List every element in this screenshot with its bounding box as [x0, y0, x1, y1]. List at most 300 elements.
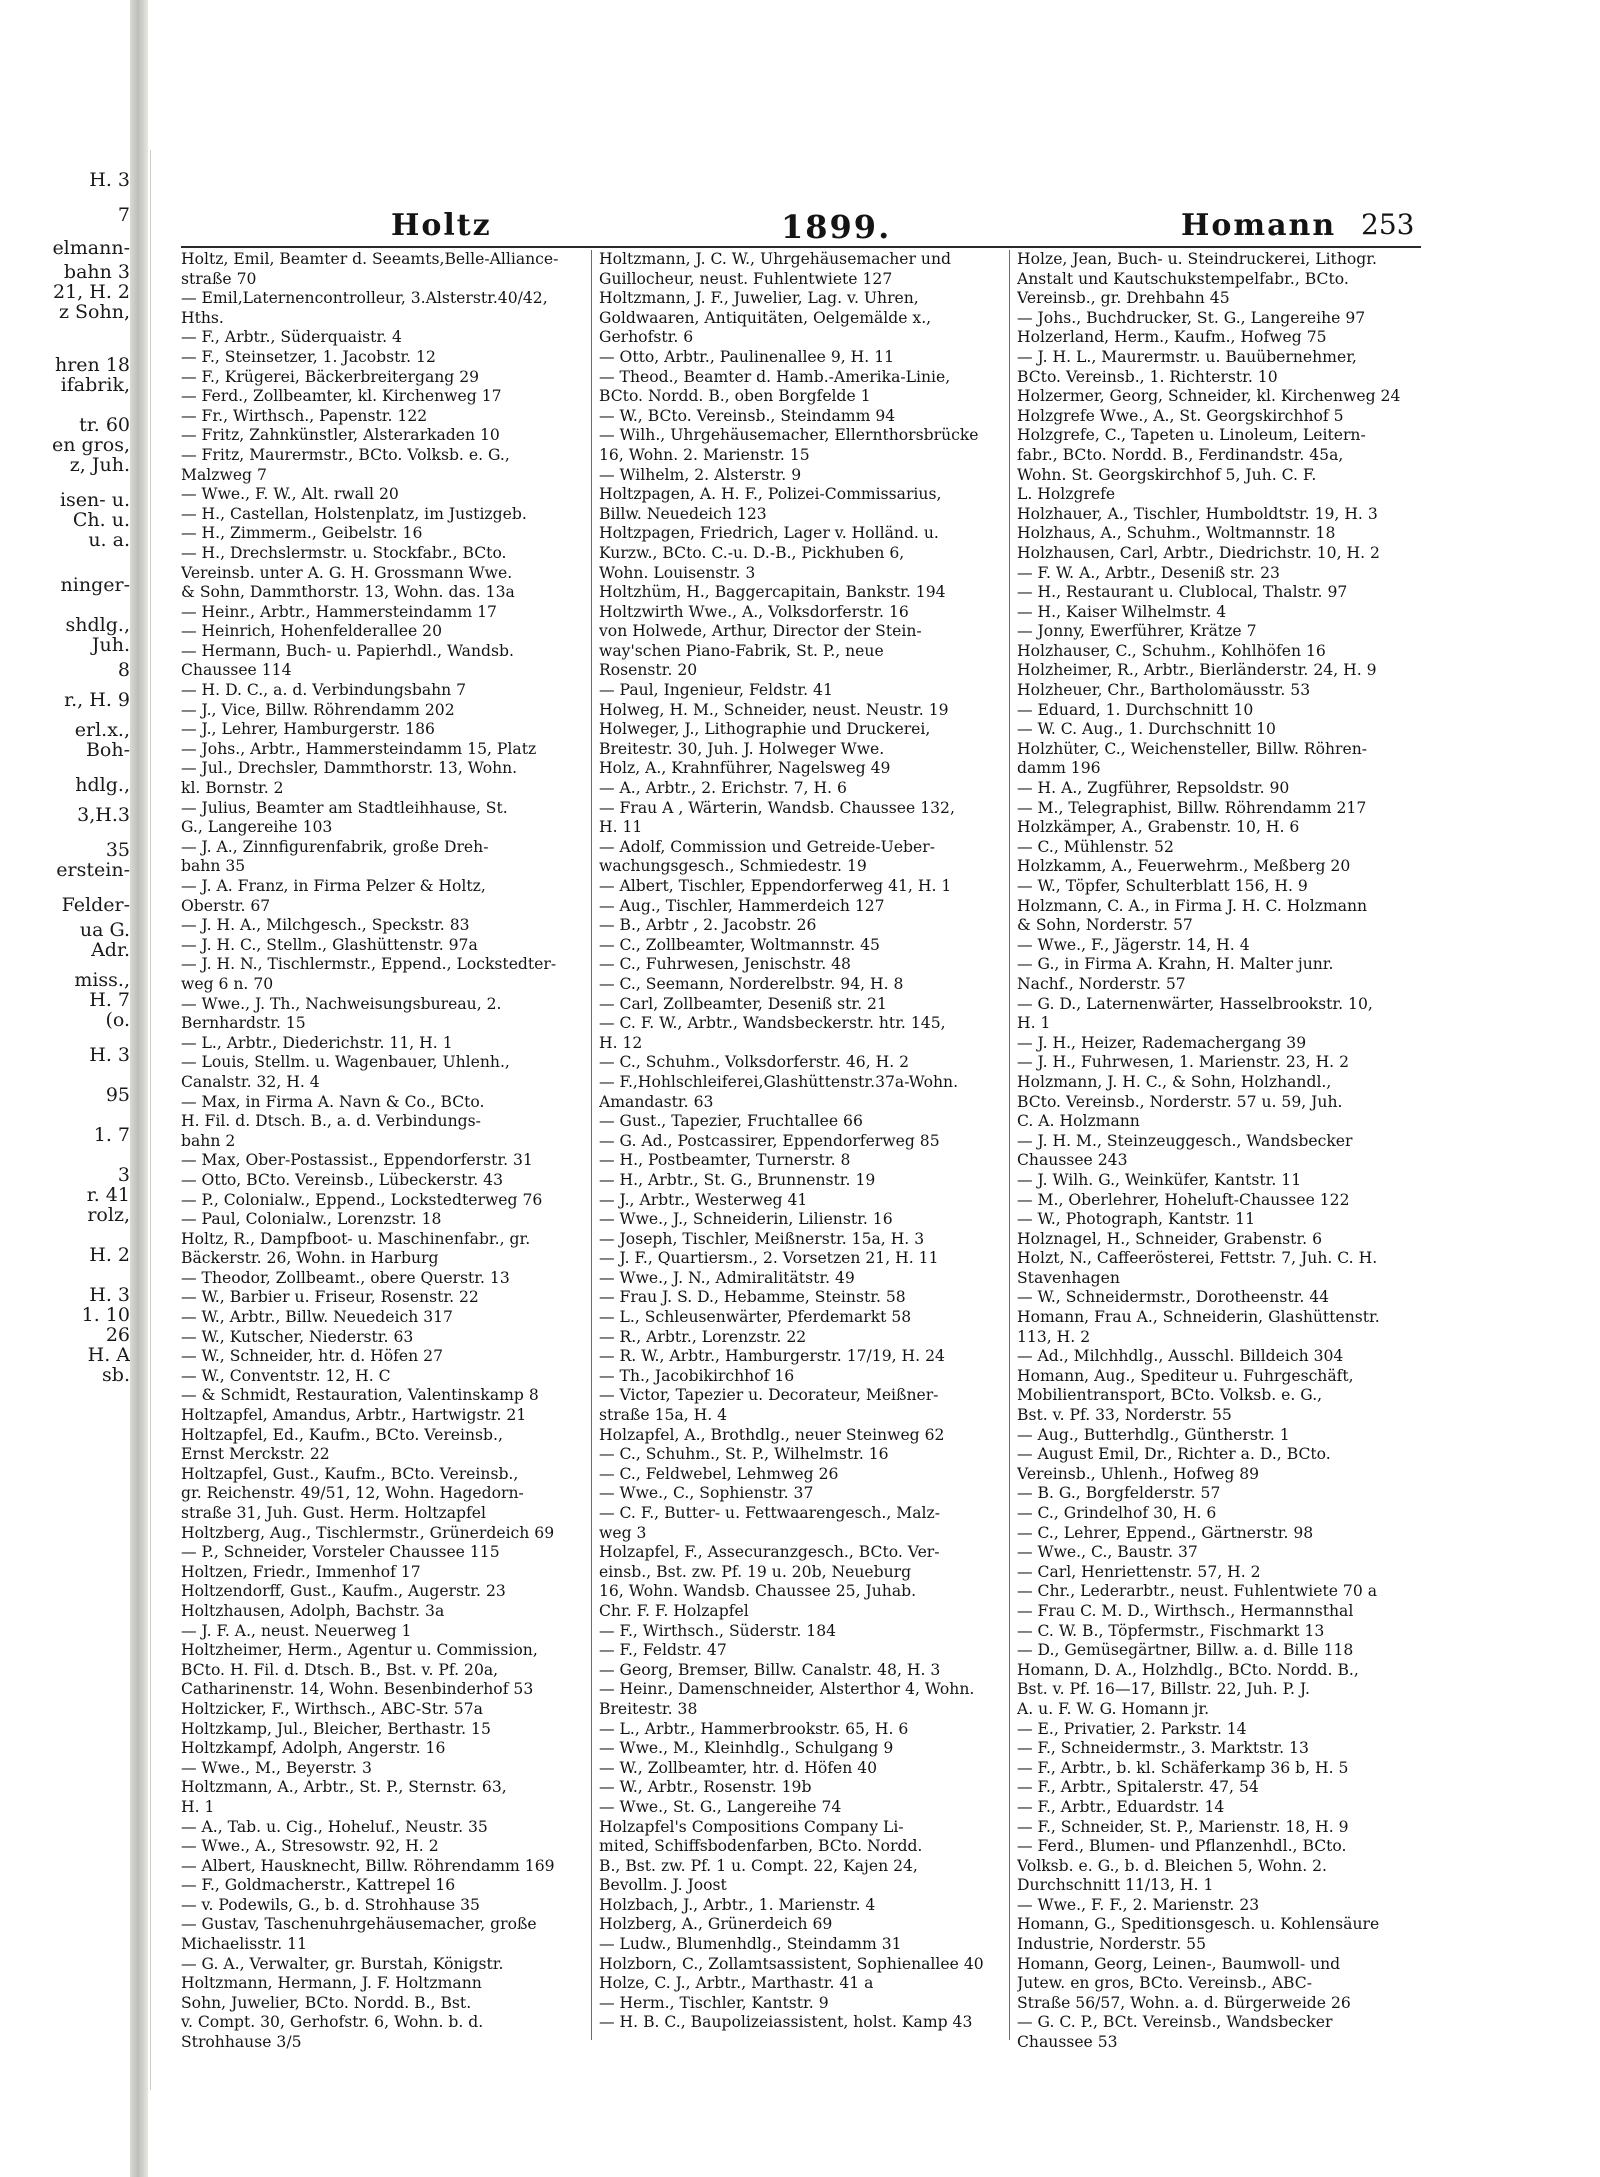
margin-fragment: miss., — [74, 969, 130, 991]
directory-entry-line: — J., Arbtr., Westerweg 41 — [599, 1190, 808, 1209]
directory-entry-line: — F., Arbtr., Süderquaistr. 4 — [181, 328, 402, 347]
directory-entry-line: Rosenstr. 20 — [599, 661, 698, 680]
directory-entry-line: Oberstr. 67 — [181, 896, 271, 915]
margin-fragment: rolz, — [87, 1204, 130, 1226]
directory-entry-line: Wohn. St. Georgskirchhof 5, Juh. C. F. — [1017, 465, 1317, 484]
directory-entry-line: — Frau A , Wärterin, Wandsb. Chaussee 132, — [599, 798, 955, 817]
directory-entry-line: — J. H. M., Steinzeuggesch., Wandsbecker — [1017, 1131, 1353, 1150]
directory-entry-line: Holzheimer, R., Arbtr., Bierländerstr. 24, H. 9 — [1017, 661, 1377, 680]
directory-entry-line: — Wwe., M., Kleinhdlg., Schulgang 9 — [599, 1739, 894, 1758]
directory-entry-line: Chr. F. F. Holzapfel — [599, 1601, 749, 1620]
margin-fragment: r., H. 9 — [64, 689, 130, 711]
margin-fragment: 3,H.3 — [77, 804, 130, 826]
directory-entry-line: BCto. Vereinsb., Norderstr. 57 u. 59, Juh. — [1017, 1092, 1343, 1111]
directory-entry-line: — Louis, Stellm. u. Wagenbauer, Uhlenh., — [181, 1053, 510, 1072]
directory-entry-line: Nachf., Norderstr. 57 — [1017, 974, 1186, 993]
directory-entry-line: Holzhüter, C., Weichensteller, Billw. Röhren- — [1017, 739, 1368, 758]
directory-entry-line: — L., Arbtr., Hammerbrookstr. 65, H. 6 — [599, 1719, 909, 1738]
directory-entry-line: Jutew. en gros, BCto. Vereinsb., ABC- — [1017, 1974, 1312, 1993]
directory-entry-line: — Emil,Laternencontrolleur, 3.Alsterstr.40/42, — [181, 289, 548, 308]
directory-entry-line: — Wwe., A., Stresowstr. 92, H. 2 — [181, 1837, 439, 1856]
directory-entry-line: — Paul, Colonialw., Lorenzstr. 18 — [181, 1210, 442, 1229]
directory-entry-line: Holtzberg, Aug., Tischlermstr., Grünerdeich 69 — [181, 1523, 555, 1542]
directory-entry-line: Holtzmann, Hermann, J. F. Holtzmann — [181, 1974, 482, 1993]
margin-fragment: 8 — [117, 659, 130, 681]
directory-entry-line: — Wwe., M., Beyerstr. 3 — [181, 1758, 372, 1777]
directory-entry-line: v. Compt. 30, Gerhofstr. 6, Wohn. b. d. — [181, 2013, 484, 2032]
directory-entry-line: — L., Arbtr., Diederichstr. 11, H. 1 — [181, 1033, 453, 1052]
directory-entry-line: — Ferd., Blumen- und Pflanzenhdl., BCto. — [1017, 1837, 1347, 1856]
directory-entry-line: & Sohn, Dammthorstr. 13, Wohn. das. 13a — [181, 583, 515, 602]
directory-entry-line: — J. A., Zinnfigurenfabrik, große Dreh- — [181, 837, 489, 856]
margin-fragment: z Sohn, — [58, 301, 130, 323]
margin-fragment: erl.x., — [74, 719, 130, 741]
directory-entry-line: wachungsgesch., Schmiedestr. 19 — [599, 857, 867, 876]
directory-entry-line: — D., Gemüsegärtner, Billw. a. d. Bille 118 — [1017, 1641, 1354, 1660]
directory-entry-line: — Eduard, 1. Durchschnitt 10 — [1017, 700, 1254, 719]
directory-entry-line: — Th., Jacobikirchhof 16 — [599, 1366, 795, 1385]
directory-entry-line: Chaussee 114 — [181, 661, 292, 680]
directory-entry-line: — Wwe., J. N., Admiralitätstr. 49 — [599, 1268, 855, 1287]
directory-entry-line: — P., Schneider, Vorsteler Chaussee 115 — [181, 1543, 500, 1562]
directory-entry-line: Holtzkamp, Jul., Bleicher, Berthastr. 15 — [181, 1719, 491, 1738]
directory-entry-line: — H., Restaurant u. Clublocal, Thalstr. 97 — [1017, 583, 1348, 602]
directory-entry-line: Michaelisstr. 11 — [181, 1935, 307, 1954]
directory-entry-line: Holtzapfel, Amandus, Arbtr., Hartwigstr. 21 — [181, 1406, 527, 1425]
directory-entry-line: Holzberg, A., Grünerdeich 69 — [599, 1915, 833, 1934]
margin-fragment: Boh- — [85, 739, 130, 761]
directory-entry-line: — F., Schneidermstr., 3. Marktstr. 13 — [1017, 1739, 1309, 1758]
directory-entry-line: — C., Zollbeamter, Woltmannstr. 45 — [599, 935, 880, 954]
directory-entry-line: — Wwe., F., Jägerstr. 14, H. 4 — [1017, 935, 1250, 954]
directory-entry-line: Holzapfel, F., Assecuranzgesch., BCto. Ver- — [599, 1543, 940, 1562]
margin-fragment: elmann- — [52, 237, 130, 259]
column-divider — [1009, 250, 1010, 2040]
directory-entry-line: G., Langereihe 103 — [181, 818, 333, 837]
directory-entry-line: — H. B. C., Baupolizeiassistent, holst. Kamp 43 — [599, 2013, 973, 2032]
directory-entry-line: bahn 35 — [181, 857, 246, 876]
directory-entry-line: — Julius, Beamter am Stadtleihhause, St. — [181, 798, 508, 817]
directory-entry-line: — F., Goldmacherstr., Kattrepel 16 — [181, 1876, 456, 1895]
margin-fragment: ua G. — [79, 919, 130, 941]
directory-entry-line: — Ad., Milchhdlg., Ausschl. Billdeich 304 — [1017, 1347, 1344, 1366]
directory-entry-line: — G. A., Verwalter, gr. Burstah, Königstr. — [181, 1954, 504, 1973]
directory-entry-line: — F., Schneider, St. P., Marienstr. 18, H. 9 — [1017, 1817, 1349, 1836]
directory-entry-line: way'schen Piano-Fabrik, St. P., neue — [599, 641, 884, 660]
directory-entry-line: — Albert, Hausknecht, Billw. Röhrendamm 169 — [181, 1856, 555, 1875]
directory-entry-line: Bevollm. J. Joost — [599, 1876, 727, 1895]
directory-entry-line: Anstalt und Kautschukstempelfabr., BCto. — [1017, 269, 1349, 288]
directory-entry-line: — W., Schneider, htr. d. Höfen 27 — [181, 1347, 443, 1366]
directory-entry-line: Holzkamm, A., Feuerwehrm., Meßberg 20 — [1017, 857, 1351, 876]
column-2 — [599, 250, 999, 2050]
directory-entry-line: — J. H. L., Maurermstr. u. Bauübernehmer, — [1017, 347, 1357, 366]
directory-entry-line: Holtzheimer, Herm., Agentur u. Commission, — [181, 1641, 538, 1660]
margin-fragment: H. 2 — [89, 1244, 130, 1266]
running-head-left: Holtz — [391, 208, 492, 243]
directory-entry-line: Holtzendorff, Gust., Kaufm., Augerstr. 23 — [181, 1582, 506, 1601]
directory-entry-line: — Max, Ober-Postassist., Eppendorferstr. 31 — [181, 1151, 533, 1170]
directory-entry-line: Bäckerstr. 26, Wohn. in Harburg — [181, 1249, 439, 1268]
margin-fragment: erstein- — [56, 859, 130, 881]
directory-entry-line: BCto. Nordd. B., oben Borgfelde 1 — [599, 387, 871, 406]
directory-entry-line: Stavenhagen — [1017, 1268, 1120, 1287]
margin-fragment: 21, H. 2 — [53, 281, 130, 303]
previous-page-fragment — [0, 150, 130, 2050]
directory-entry-line: Sohn, Juwelier, BCto. Nordd. B., Bst. — [181, 1993, 472, 2012]
directory-entry-line: — P., Colonialw., Eppend., Lockstedterweg 76 — [181, 1190, 543, 1209]
directory-entry-line: — C. W. B., Töpfermstr., Fischmarkt 13 — [1017, 1621, 1325, 1640]
directory-entry-line: weg 6 n. 70 — [181, 974, 274, 993]
directory-entry-line: — F., Wirthsch., Süderstr. 184 — [599, 1621, 837, 1640]
directory-entry-line: — Heinr., Arbtr., Hammersteindamm 17 — [181, 602, 497, 621]
directory-entry-line: A. u. F. W. G. Homann jr. — [1017, 1699, 1210, 1718]
directory-entry-line: Holzermer, Georg, Schneider, kl. Kirchenweg 24 — [1017, 387, 1401, 406]
directory-entry-line: Wohn. Louisenstr. 3 — [599, 563, 756, 582]
directory-entry-line: — J. A. Franz, in Firma Pelzer & Holtz, — [181, 877, 486, 895]
running-head-right: Homann — [1181, 208, 1337, 243]
directory-entry-line: — Herm., Tischler, Kantstr. 9 — [599, 1993, 829, 2012]
directory-entry-line: — W., Photograph, Kantstr. 11 — [1017, 1210, 1255, 1229]
margin-fragment: H. 3 — [89, 1284, 130, 1306]
directory-entry-line: — Gust., Tapezier, Fruchtallee 66 — [599, 1112, 863, 1131]
margin-fragment: hren 18 — [54, 354, 130, 376]
directory-entry-line: Holtzwirth Wwe., A., Volksdorferstr. 16 — [599, 602, 909, 621]
margin-fragment: ifabrik, — [60, 374, 130, 396]
directory-entry-line: — Theod., Beamter d. Hamb.-Amerika-Linie, — [599, 367, 951, 386]
directory-entry-line: — Carl, Henriettenstr. 57, H. 2 — [1017, 1562, 1261, 1581]
directory-entry-line: Holzhauer, A., Tischler, Humboldtstr. 19, H. 3 — [1017, 504, 1378, 523]
directory-entry-line: — F., Krügerei, Bäckerbreitergang 29 — [181, 367, 480, 386]
directory-entry-line: Mobilientransport, BCto. Volksb. e. G., — [1017, 1386, 1323, 1405]
margin-fragment: 26 — [105, 1324, 130, 1346]
directory-entry-line: — Otto, Arbtr., Paulinenallee 9, H. 11 — [599, 347, 895, 366]
directory-entry-line: H. 12 — [599, 1033, 643, 1052]
directory-entry-line: — Gustav, Taschenuhrgehäusemacher, große — [181, 1915, 537, 1934]
directory-entry-line: — H., Castellan, Holstenplatz, im Justizgeb. — [181, 504, 527, 523]
directory-entry-line: Straße 56/57, Wohn. a. d. Bürgerweide 26 — [1017, 1993, 1351, 2012]
margin-fragment: 95 — [105, 1084, 130, 1106]
directory-entry-line: — Wwe., J. Th., Nachweisungsbureau, 2. — [181, 994, 502, 1013]
directory-entry-line: — & Schmidt, Restauration, Valentinskamp 8 — [181, 1386, 539, 1405]
directory-entry-line: — C., Feldwebel, Lehmweg 26 — [599, 1464, 839, 1483]
margin-fragment: 35 — [105, 839, 130, 861]
directory-entry-line: — Fr., Wirthsch., Papenstr. 122 — [181, 406, 428, 425]
margin-fragment: Juh. — [91, 634, 130, 656]
directory-entry-line: — Wwe., F. W., Alt. rwall 20 — [181, 485, 399, 504]
directory-entry-line: — J. H. A., Milchgesch., Speckstr. 83 — [181, 916, 470, 935]
directory-entry-line: — W., Arbtr., Rosenstr. 19b — [599, 1778, 812, 1797]
margin-fragment: hdlg., — [75, 774, 130, 796]
directory-entry-line: — W., Schneidermstr., Dorotheenstr. 44 — [1017, 1288, 1330, 1307]
directory-entry-line: & Sohn, Norderstr. 57 — [1017, 916, 1193, 935]
directory-entry-line: gr. Reichenstr. 49/51, 12, Wohn. Hagedorn- — [181, 1484, 524, 1503]
directory-entry-line: — R. W., Arbtr., Hamburgerstr. 17/19, H. 24 — [599, 1347, 945, 1366]
page-number: 253 — [1361, 208, 1415, 241]
directory-entry-line: Homann, D. A., Holzhdlg., BCto. Nordd. B., — [1017, 1660, 1359, 1679]
directory-entry-line: — Victor, Tapezier u. Decorateur, Meißner- — [599, 1386, 939, 1405]
directory-entry-line: — C. F. W., Arbtr., Wandsbeckerstr. htr. 145, — [599, 1014, 946, 1033]
directory-entry-line: H. Fil. d. Dtsch. B., a. d. Verbindungs- — [181, 1112, 481, 1131]
directory-entry-line: — W. C. Aug., 1. Durchschnitt 10 — [1017, 720, 1276, 739]
margin-fragment: shdlg., — [65, 614, 130, 636]
directory-entry-line: — Hermann, Buch- u. Papierhdl., Wandsb. — [181, 641, 514, 660]
directory-entry-line: Holzt, N., Caffeerösterei, Fettstr. 7, Juh. C. H. — [1017, 1249, 1378, 1268]
directory-entry-line: — J. H., Fuhrwesen, 1. Marienstr. 23, H. 2 — [1017, 1053, 1350, 1072]
directory-entry-line: 16, Wohn. Wandsb. Chaussee 25, Juhab. — [599, 1582, 917, 1601]
directory-entry-line: Industrie, Norderstr. 55 — [1017, 1935, 1206, 1954]
directory-entry-line: — F., Arbtr., Spitalerstr. 47, 54 — [1017, 1778, 1259, 1797]
directory-entry-line: — Georg, Bremser, Billw. Canalstr. 48, H. 3 — [599, 1660, 941, 1679]
margin-fragment: en gros, — [52, 434, 130, 456]
directory-entry-line: Holzgrefe Wwe., A., St. Georgskirchhof 5 — [1017, 406, 1344, 425]
directory-entry-line: Canalstr. 32, H. 4 — [181, 1072, 320, 1091]
directory-entry-line: Holtzapfel, Gust., Kaufm., BCto. Vereinsb., — [181, 1464, 519, 1483]
directory-entry-line: — Wwe., St. G., Langereihe 74 — [599, 1797, 842, 1816]
margin-fragment: ninger- — [60, 574, 130, 596]
directory-entry-line: — Wwe., J., Schneiderin, Lilienstr. 16 — [599, 1210, 893, 1229]
directory-entry-line: — F.,Hohlschleiferei,Glashüttenstr.37a-Wohn. — [599, 1072, 959, 1091]
directory-entry-line: — C., Fuhrwesen, Jenischstr. 48 — [599, 955, 851, 974]
margin-fragment: 7 — [117, 204, 130, 226]
directory-entry-line: — R., Arbtr., Lorenzstr. 22 — [599, 1327, 807, 1346]
directory-entry-line: — B., Arbtr , 2. Jacobstr. 26 — [599, 916, 817, 935]
directory-entry-line: Holzhausen, Carl, Arbtr., Diedrichstr. 10, H. 2 — [1017, 543, 1380, 562]
directory-entry-line: — Jonny, Ewerführer, Krätze 7 — [1017, 622, 1257, 641]
directory-entry-line: Malzweg 7 — [181, 465, 267, 484]
directory-entry-line: Holzheuer, Chr., Bartholomäusstr. 53 — [1017, 681, 1311, 700]
directory-entry-line: Holtz, Emil, Beamter d. Seeamts,Belle-Alliance- — [181, 250, 559, 268]
directory-entry-line: — C., Lehrer, Eppend., Gärtnerstr. 98 — [1017, 1523, 1314, 1542]
margin-fragment: z, Juh. — [69, 454, 130, 476]
directory-entry-line: Holzbach, J., Arbtr., 1. Marienstr. 4 — [599, 1895, 876, 1914]
directory-entry-line: — W., Töpfer, Schulterblatt 156, H. 9 — [1017, 877, 1308, 895]
directory-entry-line: — C., Seemann, Norderelbstr. 94, H. 8 — [599, 974, 904, 993]
directory-entry-line: — Jul., Drechsler, Dammthorstr. 13, Wohn. — [181, 759, 518, 778]
directory-entry-line: Amandastr. 63 — [599, 1092, 714, 1111]
directory-entry-line: — Aug., Butterhdlg., Güntherstr. 1 — [1017, 1425, 1290, 1444]
directory-entry-line: Holzborn, C., Zollamtsassistent, Sophienallee 40 — [599, 1954, 984, 1973]
directory-entry-line: Holtzpagen, A. H. F., Polizei-Commissarius, — [599, 485, 942, 504]
directory-entry-line: Holweg, H. M., Schneider, neust. Neustr. 19 — [599, 700, 949, 719]
directory-entry-line: Holtzhüm, H., Baggercapitain, Bankstr. 194 — [599, 583, 946, 602]
directory-entry-line: straße 31, Juh. Gust. Herm. Holtzapfel — [181, 1504, 487, 1522]
directory-entry-line: — J., Lehrer, Hamburgerstr. 186 — [181, 720, 435, 739]
directory-entry-line: — G., in Firma A. Krahn, H. Malter junr. — [1017, 955, 1334, 974]
directory-entry-line: — W., Conventstr. 12, H. C — [181, 1366, 391, 1385]
directory-entry-line: Holzapfel's Compositions Company Li- — [599, 1817, 904, 1836]
directory-entry-line: Holtzkampf, Adolph, Angerstr. 16 — [181, 1739, 446, 1758]
directory-entry-line: Bernhardstr. 15 — [181, 1014, 306, 1033]
directory-entry-line: Holze, Jean, Buch- u. Steindruckerei, Lithogr. — [1017, 250, 1377, 268]
directory-entry-line: Strohhause 3/5 — [181, 2033, 302, 2050]
directory-entry-line: Holze, C. J., Arbtr., Marthastr. 41 a — [599, 1974, 874, 1993]
directory-entry-line: Homann, Aug., Spediteur u. Fuhrgeschäft, — [1017, 1366, 1354, 1385]
directory-entry-line: — F., Steinsetzer, 1. Jacobstr. 12 — [181, 347, 436, 366]
directory-entry-line: — H. D. C., a. d. Verbindungsbahn 7 — [181, 681, 467, 700]
directory-entry-line: — F. W. A., Arbtr., Deseniß str. 23 — [1017, 563, 1280, 582]
directory-entry-line: B., Bst. zw. Pf. 1 u. Compt. 22, Kajen 24, — [599, 1856, 918, 1875]
directory-entry-line: — Joseph, Tischler, Meißnerstr. 15a, H. 3 — [599, 1229, 925, 1248]
directory-entry-line: Holzmann, C. A., in Firma J. H. C. Holzmann — [1017, 896, 1368, 915]
directory-entry-line: — W., Barbier u. Friseur, Rosenstr. 22 — [181, 1288, 479, 1307]
directory-entry-line: — F., Feldstr. 47 — [599, 1641, 727, 1660]
margin-fragment: Adr. — [91, 939, 130, 961]
directory-entry-line: — W., Kutscher, Niederstr. 63 — [181, 1327, 414, 1346]
directory-entry-line: — August Emil, Dr., Richter a. D., BCto. — [1017, 1445, 1331, 1464]
directory-entry-line: — Fritz, Zahnkünstler, Alsterarkaden 10 — [181, 426, 500, 445]
directory-entry-line: — Carl, Zollbeamter, Deseniß str. 21 — [599, 994, 887, 1013]
directory-entry-line: Holtzmann, J. F., Juwelier, Lag. v. Uhren, — [599, 289, 919, 308]
directory-entry-line: — Wilhelm, 2. Alsterstr. 9 — [599, 465, 802, 484]
directory-entry-line: — B. G., Borgfelderstr. 57 — [1017, 1484, 1221, 1503]
margin-fragment: 1. 7 — [93, 1124, 130, 1146]
directory-entry-line: Chaussee 53 — [1017, 2033, 1118, 2050]
margin-fragment: bahn 3 — [63, 261, 130, 283]
directory-entry-line: H. 1 — [1017, 1014, 1051, 1033]
directory-entry-line: — J. H. N., Tischlermstr., Eppend., Lockstedter- — [181, 955, 557, 974]
directory-entry-line: Holz, A., Krahnführer, Nagelsweg 49 — [599, 759, 891, 778]
directory-entry-line: — J. Wilh. G., Weinküfer, Kantstr. 11 — [1017, 1170, 1302, 1189]
directory-entry-line: — J. H. C., Stellm., Glashüttenstr. 97a — [181, 935, 478, 954]
directory-entry-line: Guillocheur, neust. Fuhlentwiete 127 — [599, 269, 893, 288]
directory-entry-line: Hths. — [181, 308, 224, 327]
directory-entry-line: Holtzen, Friedr., Immenhof 17 — [181, 1562, 421, 1581]
directory-entry-line: — F., Arbtr., Eduardstr. 14 — [1017, 1797, 1225, 1816]
directory-entry-line: — Johs., Buchdrucker, St. G., Langereihe 97 — [1017, 308, 1366, 327]
directory-entry-line: Chaussee 243 — [1017, 1151, 1128, 1170]
directory-entry-line: — H., Postbeamter, Turnerstr. 8 — [599, 1151, 851, 1170]
margin-fragment: H. 3 — [89, 169, 130, 191]
directory-entry-line: — Fritz, Maurermstr., BCto. Volksb. e. G., — [181, 445, 510, 464]
directory-entry-line: Homann, Frau A., Schneiderin, Glashüttenstr. — [1017, 1308, 1380, 1327]
margin-fragment: isen- u. — [59, 489, 130, 511]
directory-entry-line: Catharinenstr. 14, Wohn. Besenbinderhof 53 — [181, 1680, 534, 1699]
directory-entry-line: — H., Zimmerm., Geibelstr. 16 — [181, 524, 423, 543]
directory-entry-line: kl. Bornstr. 2 — [181, 779, 284, 798]
margin-fragment: Felder- — [61, 894, 130, 916]
directory-entry-line: Holweger, J., Lithographie und Druckerei, — [599, 720, 931, 739]
directory-entry-line: — Wilh., Uhrgehäusemacher, Ellernthorsbrücke — [599, 426, 979, 445]
directory-entry-line: — G. Ad., Postcassirer, Eppendorferweg 85 — [599, 1131, 940, 1150]
margin-fragment: (o. — [105, 1009, 130, 1031]
directory-entry-line: damm 196 — [1017, 759, 1101, 778]
column-3 — [1017, 250, 1417, 2050]
directory-entry-line: — Ludw., Blumenhdlg., Steindamm 31 — [599, 1935, 902, 1954]
directory-entry-line: — Frau J. S. D., Hebamme, Steinstr. 58 — [599, 1288, 906, 1307]
directory-entry-line: weg 3 — [599, 1523, 647, 1542]
directory-entry-line: Holzapfel, A., Brothdlg., neuer Steinweg 62 — [599, 1425, 945, 1444]
directory-entry-line: — H., Kaiser Wilhelmstr. 4 — [1017, 602, 1227, 621]
directory-entry-line: — J. H., Heizer, Rademachergang 39 — [1017, 1033, 1307, 1052]
directory-entry-line: straße 15a, H. 4 — [599, 1406, 728, 1425]
directory-entry-line: H. 11 — [599, 818, 643, 837]
directory-entry-line: — Theodor, Zollbeamt., obere Querstr. 13 — [181, 1268, 510, 1287]
directory-entry-line: — H., Drechslermstr. u. Stockfabr., BCto. — [181, 543, 507, 562]
directory-entry-line: Vereinsb., Uhlenh., Hofweg 89 — [1017, 1464, 1260, 1483]
directory-entry-line: H. 1 — [181, 1797, 215, 1816]
directory-entry-line: Holzgrefe, C., Tapeten u. Linoleum, Leitern- — [1017, 426, 1366, 445]
directory-entry-line: Holtzhausen, Adolph, Bachstr. 3a — [181, 1601, 445, 1620]
directory-entry-line: — Wwe., F. F., 2. Marienstr. 23 — [1017, 1895, 1260, 1914]
page-header — [151, 208, 1415, 248]
directory-entry-line: — W., Arbtr., Billw. Neuedeich 317 — [181, 1308, 453, 1327]
directory-entry-line: — C., Grindelhof 30, H. 6 — [1017, 1504, 1217, 1522]
directory-page — [150, 150, 1511, 2090]
directory-entry-line: Holzmann, J. H. C., & Sohn, Holzhandl., — [1017, 1072, 1332, 1091]
directory-entry-line: Holtzicker, F., Wirthsch., ABC-Str. 57a — [181, 1699, 483, 1718]
directory-entry-line: Holzhauser, C., Schuhm., Kohlhöfen 16 — [1017, 641, 1326, 660]
directory-entry-line: — v. Podewils, G., b. d. Strohhause 35 — [181, 1895, 480, 1914]
directory-entry-line: — J. F. A., neust. Neuerweg 1 — [181, 1621, 412, 1640]
margin-fragment: r. 41 — [86, 1184, 130, 1206]
directory-entry-line: — W., Zollbeamter, htr. d. Höfen 40 — [599, 1758, 878, 1777]
directory-entry-line: Holzerland, Herm., Kaufm., Hofweg 75 — [1017, 328, 1327, 347]
margin-fragment: tr. 60 — [79, 414, 130, 436]
directory-entry-line: — Otto, BCto. Vereinsb., Lübeckerstr. 43 — [181, 1170, 504, 1189]
directory-entry-line: — H. A., Zugführer, Repsoldstr. 90 — [1017, 779, 1290, 798]
margin-fragment: 3 — [117, 1164, 130, 1186]
directory-entry-line: Holtz, R., Dampfboot- u. Maschinenfabr., gr. — [181, 1229, 531, 1248]
directory-entry-line: — W., BCto. Vereinsb., Steindamm 94 — [599, 406, 896, 425]
directory-entry-line: Homann, G., Speditionsgesch. u. Kohlensäure — [1017, 1915, 1380, 1934]
directory-entry-line: — Heinrich, Hohenfelderallee 20 — [181, 622, 443, 641]
margin-fragment: u. a. — [88, 529, 130, 551]
directory-entry-line: fabr., BCto. Nordd. B., Ferdinandstr. 45a, — [1017, 445, 1344, 464]
directory-entry-line: — C., Schuhm., St. P., Wilhelmstr. 16 — [599, 1445, 889, 1464]
directory-entry-line: Holtzapfel, Ed., Kaufm., BCto. Vereinsb., — [181, 1425, 503, 1444]
directory-entry-line: Bst. v. Pf. 16—17, Billstr. 22, Juh. P. J. — [1017, 1680, 1310, 1699]
directory-entry-line: Holtzmann, A., Arbtr., St. P., Sternstr. 63, — [181, 1778, 507, 1797]
directory-entry-line: Goldwaaren, Antiquitäten, Oelgemälde x., — [599, 308, 932, 327]
directory-entry-line: — G. C. P., BCt. Vereinsb., Wandsbecker — [1017, 2013, 1333, 2032]
directory-entry-line: BCto. H. Fil. d. Dtsch. B., Bst. v. Pf. 20a, — [181, 1660, 499, 1679]
directory-entry-line: straße 70 — [181, 269, 257, 288]
directory-entry-line: 16, Wohn. 2. Marienstr. 15 — [599, 445, 810, 464]
directory-entry-line: — L., Schleusenwärter, Pferdemarkt 58 — [599, 1308, 912, 1327]
directory-entry-line: — Max, in Firma A. Navn & Co., BCto. — [181, 1092, 485, 1111]
directory-entry-line: — Chr., Lederarbtr., neust. Fuhlentwiete 70 a — [1017, 1582, 1378, 1601]
directory-entry-line: — Frau C. M. D., Wirthsch., Hermannsthal — [1017, 1601, 1354, 1620]
directory-entry-line: Bst. v. Pf. 33, Norderstr. 55 — [1017, 1406, 1232, 1425]
margin-fragment: sb. — [102, 1364, 130, 1386]
directory-entry-line: — J. F., Quartiersm., 2. Vorsetzen 21, H. 11 — [599, 1249, 939, 1268]
running-head-year: 1899. — [781, 208, 892, 246]
directory-entry-line: — Wwe., C., Sophienstr. 37 — [599, 1484, 814, 1503]
margin-fragment: H. 3 — [89, 1044, 130, 1066]
directory-entry-line: Holtzmann, J. C. W., Uhrgehäusemacher und — [599, 250, 951, 268]
directory-entry-line: Vereinsb. unter A. G. H. Grossmann Wwe. — [181, 563, 513, 582]
directory-entry-line: — A., Tab. u. Cig., Hoheluf., Neustr. 35 — [181, 1817, 488, 1836]
directory-entry-line: C. A. Holzmann — [1017, 1112, 1140, 1131]
directory-entry-line: von Holwede, Arthur, Director der Stein- — [599, 622, 922, 641]
directory-entry-line: — Adolf, Commission und Getreide-Ueber- — [599, 837, 935, 856]
directory-entry-line: — H., Arbtr., St. G., Brunnenstr. 19 — [599, 1170, 876, 1189]
directory-entry-line: einsb., Bst. zw. Pf. 19 u. 20b, Neueburg — [599, 1562, 912, 1581]
directory-entry-line: — E., Privatier, 2. Parkstr. 14 — [1017, 1719, 1247, 1738]
directory-entry-line: Kurzw., BCto. C.-u. D.-B., Pickhuben 6, — [599, 543, 905, 562]
directory-entry-line: — C., Schuhm., Volksdorferstr. 46, H. 2 — [599, 1053, 910, 1072]
directory-entry-line: — C., Mühlenstr. 52 — [1017, 837, 1174, 856]
directory-entry-line: — M., Oberlehrer, Hoheluft-Chaussee 122 — [1017, 1190, 1350, 1209]
directory-entry-line: Holzhaus, A., Schuhm., Woltmannstr. 18 — [1017, 524, 1336, 543]
column-divider — [591, 250, 592, 2040]
directory-entry-line: — Albert, Tischler, Eppendorferweg 41, H. 1 — [599, 877, 952, 895]
directory-entry-line: Homann, Georg, Leinen-, Baumwoll- und — [1017, 1954, 1341, 1973]
directory-entry-line: Holtzpagen, Friedrich, Lager v. Holländ. u. — [599, 524, 939, 543]
directory-entry-line: Breitestr. 30, Juh. J. Holweger Wwe. — [599, 739, 885, 758]
book-spine — [130, 0, 148, 2177]
